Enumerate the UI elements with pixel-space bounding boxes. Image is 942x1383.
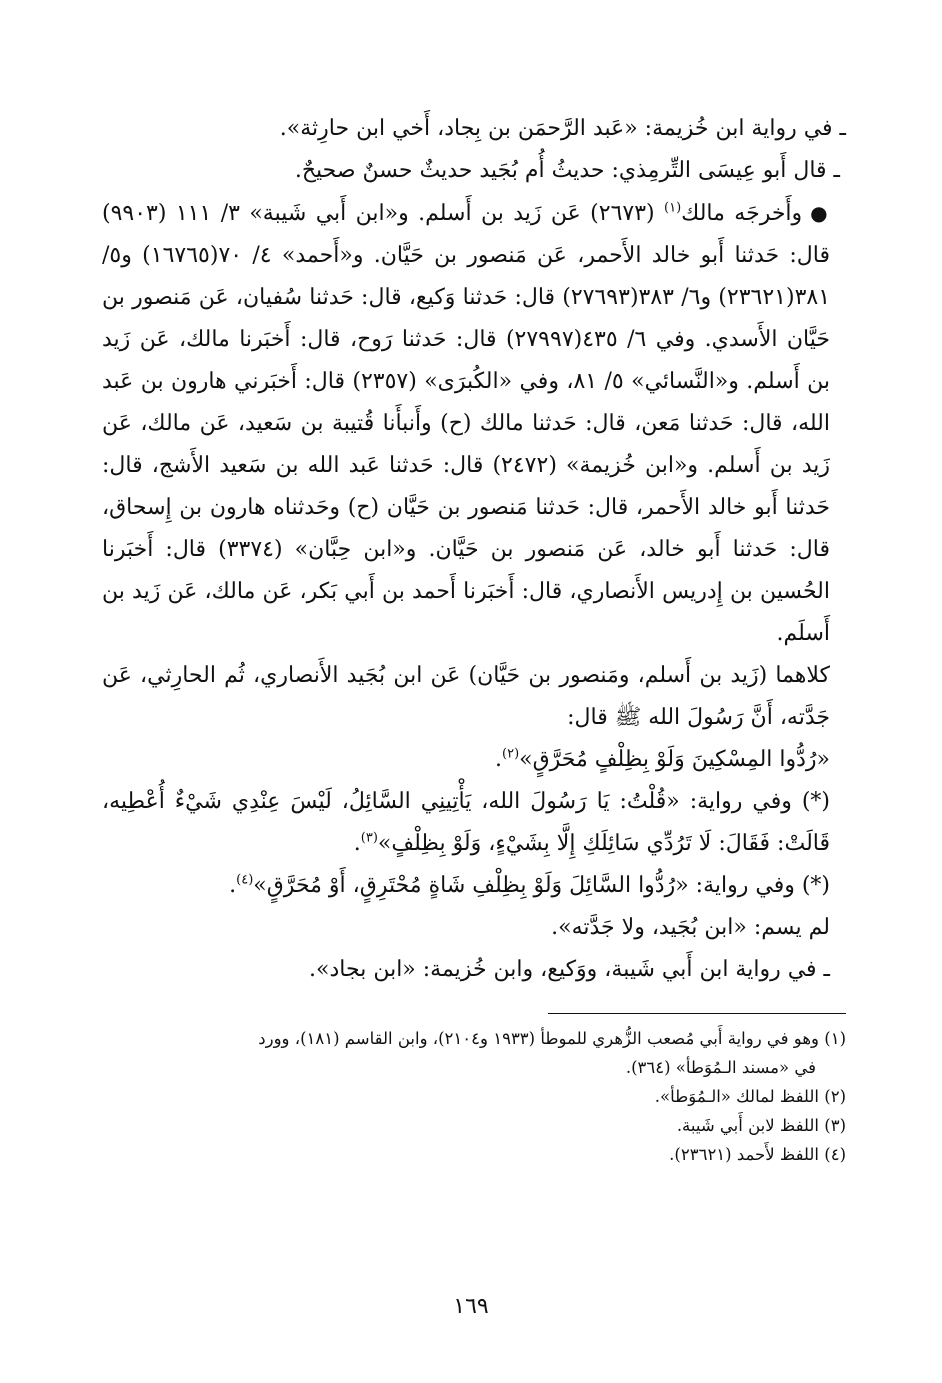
footnote-ref-4: (٤) [236, 872, 254, 888]
footnote-2: (٢) اللفظ لمالك «الـمُوَطأ». [654, 1087, 846, 1106]
footnote-ref-1: (١) [664, 200, 682, 216]
footnotes [102, 1024, 846, 1169]
hadith-matn: «رُدُّوا المِسْكِينَ وَلَوْ بِظِلْفٍ مُحَرَّقٍ» [519, 747, 830, 772]
variant-riwaya-2 [102, 865, 846, 907]
variant-riwaya-1-period: . [353, 831, 361, 856]
variant-note-ibn-khuzayma: ـ في رواية ابن خُزيمة: «عَبد الرَّحمَن بن بِجاد، أَخي ابن حارِثة». [279, 116, 846, 141]
takhrij-paragraph [102, 192, 846, 655]
footnote-3: (٣) اللفظ لابن أَبي شَيبة. [676, 1116, 846, 1135]
bullet-icon: ● [810, 201, 831, 225]
footnote-divider [548, 1013, 846, 1014]
unnamed-note: لم يسم: «ابن بُجَيد، ولا جَدَّته». [551, 915, 830, 940]
main-text [102, 108, 846, 991]
footnote-4: (٤) اللفظ لأَحمد (٢٣٦٢١). [669, 1145, 846, 1164]
footnote-ref-2: (٢) [502, 746, 520, 762]
takhrij-lead: وأَخرجَه مالك [681, 201, 803, 226]
hadith-period: . [495, 747, 502, 772]
hadith-text [102, 739, 846, 781]
takhrij-body: (٢٦٧٣) عَن زَيد بن أَسلم. و«ابن أَبي شَيبة» ٣/ ١١١ (٩٩٠٣) قال: حَدثنا أَبو خالد الأَحمر، عَن مَنصور بن حَيَّان. و«أَحمد» ٤/ ٧٠(١٦٧٦٥) و٥/ ٣٨١(٢٣٦٢١) و٦/ ٣٨٣(٢٧٦٩٣) قال: حَدثنا وَكيع، قال: حَدثنا سُفيان، عَن مَنصور بن حَيَّان الأَسدي. وفي ٦/ ٤٣٥(٢٧٩٩٧) قال: حَدثنا رَوح، قال: أَخبَرنا مالك، عَن زَيد بن أَسلم. و«النَّسائي» ٥/ ٨١، وفي «الكُبرَى» (٢٣٥٧) قال: أَخبَرني هارون بن عَبد الله، قال: حَدثنا مَعن، قال: حَدثنا مالك (ح) وأَنبأَنا قُتيبة بن سَعيد، عَن مالك، عَن زَيد بن أَسلم. و«ابن خُزيمة» (٢٤٧٢) قال: حَدثنا عَبد الله بن سَعيد الأَشج، قال: حَدثنا أَبو خالد الأَحمر، قال: حَدثنا مَنصور بن حَيَّان (ح) وحَدثناه هارون بن إِسحاق، قال: حَدثنا أَبو خالد، عَن مَنصور بن حَيَّان. و«ابن حِبَّان» (٣٣٧٤) قال: أَخبَرنا الحُسين بن إِدريس الأَنصاري، قال: أَخبَرنا أَحمد بن أَبي بَكر، عَن مالك، عَن زَيد بن أَسلَم. [102, 201, 831, 646]
variant-riwaya-1-text: (*) وفي رواية: «قُلْتُ: يَا رَسُولَ الله، يَأْتِينِي السَّائِلُ، لَيْسَ عِنْدِي شَيْءٌ أُعْطِيه، قَالَتْ: فَقَالَ: لَا تَرُدِّي سَائِلَكِ إِلَّا بِشَيْءٍ، وَلَوْ بِظِلْفٍ» [102, 789, 830, 856]
footnote-ref-3: (٣) [360, 830, 378, 846]
footnote-1-continued: في «مسند الـمُوَطأ» (٣٦٤). [625, 1058, 816, 1077]
variant-riwaya-2-text: (*) وفي رواية: «رُدُّوا السَّائِلَ وَلَوْ بِظِلْفِ شَاةٍ مُحْتَرِقٍ، أَوْ مُحَرَّقٍ» [253, 873, 830, 898]
variant-riwaya-2-period: . [229, 873, 237, 898]
variant-riwaya-1 [102, 781, 846, 865]
variant-note-ibn-bijad: ـ في رواية ابن أَبي شَيبة، ووَكيع، وابن خُزيمة: «ابن بجاد». [309, 957, 830, 982]
tirmidhi-grading: ـ قال أَبو عِيسَى التِّرمِذي: حديثُ أُم بُجَيد حديثٌ حسنٌ صحيحٌ. [294, 158, 840, 183]
page-number: ١٦٩ [453, 1294, 489, 1319]
footnote-1: (١) وهو في رواية أَبي مُصعب الزُّهري للموطأ (١٩٣٣ و٢١٠٤)، وابن القاسم (١٨١)، وورد [258, 1029, 846, 1048]
isnad-summary: كلاهما (زَيد بن أَسلم، ومَنصور بن حَيَّان) عَن ابن بُجَيد الأَنصاري، ثُم الحارِثي، عَن جَدَّته، أَنَّ رَسُولَ الله ﷺ قال: [102, 663, 830, 730]
